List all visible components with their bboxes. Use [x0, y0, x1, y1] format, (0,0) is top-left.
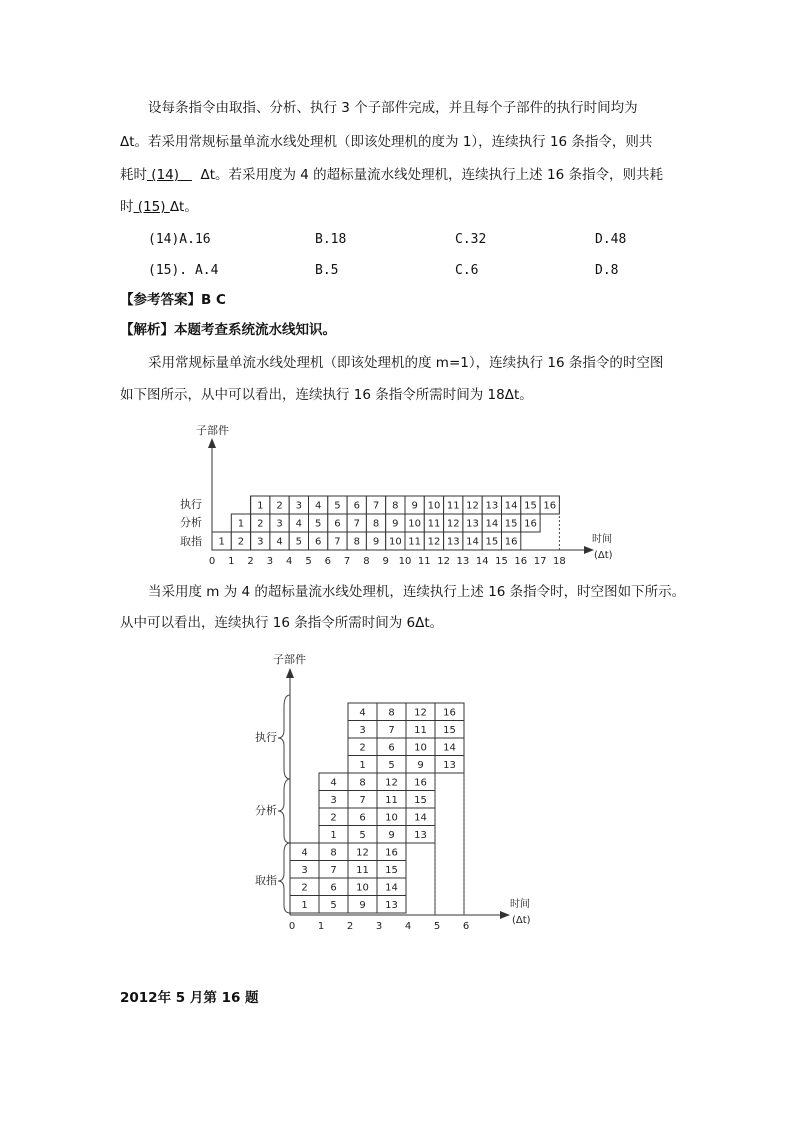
x-tick-label: 2 — [247, 556, 254, 567]
x-tick-label: 10 — [398, 556, 412, 567]
pipeline-cell-label: 6 — [330, 882, 337, 894]
x-tick-label: 0 — [208, 556, 216, 567]
x-tick-label: 5 — [305, 556, 312, 567]
pipeline-cell-label: 1 — [359, 759, 366, 771]
x-tick-label: 16 — [514, 556, 528, 567]
pipeline-cell-label: 16 — [524, 518, 537, 530]
row-label-analyze: 分析 — [180, 516, 202, 529]
pipeline-cell-label: 7 — [372, 500, 380, 512]
pipeline-cell-label: 7 — [388, 724, 395, 736]
x-tick-label: 4 — [286, 556, 293, 567]
x-tick-label: 2 — [346, 921, 354, 932]
pipeline-cell-label: 4 — [330, 777, 337, 789]
question-line-3 — [120, 165, 663, 185]
x-tick-label: 4 — [404, 921, 412, 932]
pipeline-cell-label: 14 — [466, 536, 479, 548]
pipeline-cell-label: 7 — [353, 518, 360, 530]
pipeline-cell-label: 2 — [301, 882, 308, 894]
pipeline-cell-label: 13 — [443, 759, 456, 771]
pipeline-cell-label: 16 — [543, 500, 557, 512]
pipeline-cell-label: 2 — [330, 812, 337, 824]
brace-fetch — [278, 843, 290, 913]
pipeline-cell-label: 5 — [388, 759, 395, 771]
x-tick-label: 1 — [317, 921, 325, 932]
pipeline-cell-label: 11 — [414, 724, 427, 736]
pipeline-cell-label: 5 — [295, 536, 303, 548]
pipeline-cell-label: 4 — [359, 707, 366, 719]
pipeline-cell-label: 9 — [392, 518, 399, 530]
pipeline-cell-label: 4 — [314, 500, 322, 512]
pipeline-cell-label: 15 — [504, 518, 518, 530]
pipeline-cell-label: 12 — [385, 777, 398, 789]
pipeline-cell-label: 13 — [446, 536, 460, 548]
question-line-2: Δt。若采用常规标量单流水线处理机（即该处理机的度为 1），连续执行 16 条指令，则共 — [120, 134, 653, 150]
pipeline-cell-label: 6 — [334, 518, 341, 530]
analysis-intro: 本题考查系统流水线知识。 — [174, 322, 336, 338]
pipeline-cell-label: 4 — [276, 536, 283, 548]
pipeline-cell-label: 6 — [388, 742, 395, 754]
y-axis-title: 子部件 — [273, 653, 306, 666]
pipeline-cell-label: 10 — [385, 812, 398, 824]
pipeline-cell-label: 2 — [237, 536, 245, 548]
answer-line — [120, 290, 226, 310]
pipeline-cell-label: 4 — [301, 847, 308, 859]
pipeline-cell-label: 8 — [392, 500, 399, 512]
pipeline-cell-label: 7 — [334, 536, 341, 548]
pipeline-cell-label: 15 — [524, 500, 537, 512]
pipeline-cell-label: 16 — [504, 536, 518, 548]
pipeline-cell-label: 3 — [276, 518, 283, 530]
x-axis-arrow — [500, 911, 510, 919]
pipeline-cell-label: 15 — [385, 864, 398, 876]
pipeline-cell-label: 9 — [417, 759, 424, 771]
pipeline-cell-label: 16 — [443, 707, 456, 719]
x-tick-label: 0 — [288, 921, 296, 932]
x-axis-title: 时间 — [592, 534, 612, 545]
x-tick-label: 6 — [324, 556, 331, 567]
row-label-execute: 执行 — [180, 498, 202, 511]
pipeline-cell-label: 11 — [385, 794, 398, 806]
pipeline-cell-label: 8 — [359, 777, 366, 789]
pipeline-cell-label: 9 — [388, 829, 395, 841]
pipeline-cell-label: 2 — [276, 500, 283, 512]
pipeline-cell-label: 3 — [257, 536, 264, 548]
footer-source: 2012年 5 月第 16 题 — [120, 990, 259, 1006]
pipeline-cell-label: 11 — [446, 500, 460, 512]
pipeline-cell-label: 2 — [359, 742, 366, 754]
pipeline-cell-label: 12 — [356, 847, 369, 859]
x-axis-unit: (Δt) — [594, 550, 613, 561]
brace-analyze — [278, 779, 290, 843]
x-axis-title: 时间 — [510, 899, 530, 910]
text: Δt。 — [169, 199, 198, 215]
pipeline-diagram-superscalar — [0, 645, 794, 945]
pipeline-cell-label: 8 — [388, 707, 395, 719]
row-label-execute: 执行 — [255, 731, 277, 744]
pipeline-cell-label: 13 — [466, 518, 479, 530]
pipeline-cell-label: 8 — [353, 536, 360, 548]
pipeline-cell-label: 1 — [257, 500, 264, 512]
pipeline-cell-label: 1 — [237, 518, 245, 530]
analysis-p2-line2: 从中可以看出，连续执行 16 条指令所需时间为 6Δt。 — [120, 615, 444, 631]
x-tick-label: 18 — [553, 556, 566, 567]
pipeline-cell-label: 3 — [295, 500, 303, 512]
pipeline-cell-label: 16 — [414, 777, 427, 789]
x-tick-label: 6 — [462, 921, 470, 932]
pipeline-cell-label: 1 — [330, 829, 337, 841]
text: 时 — [120, 199, 134, 215]
pipeline-cell-label: 14 — [443, 742, 456, 754]
x-tick-label: 12 — [437, 556, 450, 567]
x-tick-label: 8 — [363, 556, 370, 567]
pipeline-cell-label: 6 — [359, 812, 366, 824]
pipeline-cell-label: 13 — [385, 899, 398, 911]
pipeline-cell-label: 14 — [414, 812, 427, 824]
blank-15: (15) — [137, 199, 166, 215]
pipeline-cell-label: 7 — [330, 864, 337, 876]
row-label-fetch: 取指 — [255, 874, 277, 887]
pipeline-cell-label: 5 — [334, 500, 341, 512]
pipeline-cell-label: 12 — [427, 536, 441, 548]
y-axis-arrow — [208, 438, 216, 448]
pipeline-cell-label: 14 — [504, 500, 518, 512]
answer-value: B C — [201, 292, 226, 308]
pipeline-cell-label: 11 — [356, 864, 369, 876]
analysis-p1-line2: 如下图所示，从中可以看出，连续执行 16 条指令所需时间为 18Δt。 — [120, 387, 533, 403]
pipeline-cell-label: 9 — [411, 500, 418, 512]
text: 耗时 — [120, 167, 147, 183]
x-tick-label: 1 — [228, 556, 235, 567]
analysis-p1-line1: 采用常规标量单流水线处理机（即该处理机的度 m=1），连续执行 16 条指令的时空图 — [148, 355, 664, 371]
x-tick-label: 5 — [433, 921, 441, 932]
y-axis-arrow — [286, 668, 294, 678]
option-15-b: B.5 — [315, 263, 339, 278]
analysis-heading — [120, 320, 336, 340]
pipeline-cell-label: 10 — [408, 518, 422, 530]
analysis-p2-line1: 当采用度 m 为 4 的超标量流水线处理机，连续执行上述 16 条指令时，时空图如下所示。 — [148, 584, 686, 600]
pipeline-cell-label: 3 — [301, 864, 308, 876]
option-15-d: D.8 — [595, 263, 619, 278]
blank-14: (14) — [151, 167, 180, 183]
x-tick-label: 17 — [533, 556, 547, 567]
pipeline-cell-label: 14 — [385, 882, 398, 894]
pipeline-cell-label: 7 — [359, 794, 366, 806]
x-axis-arrow — [584, 546, 594, 554]
question-line-1: 设每条指令由取指、分析、执行 3 个子部件完成，并且每个子部件的执行时间均为 — [148, 100, 638, 116]
pipeline-cell-label: 9 — [372, 536, 380, 548]
pipeline-cell-label: 14 — [485, 518, 499, 530]
x-axis-unit: (Δt) — [512, 915, 531, 926]
option-14-d: D.48 — [595, 232, 627, 247]
pipeline-cell-label: 3 — [359, 724, 366, 736]
pipeline-cell-label: 11 — [427, 518, 441, 530]
row-label-analyze: 分析 — [255, 804, 277, 817]
pipeline-cell-label: 5 — [330, 899, 337, 911]
pipeline-cell-label: 10 — [414, 742, 427, 754]
question-line-4 — [120, 197, 198, 217]
y-axis-title: 子部件 — [196, 424, 229, 437]
pipeline-cell-label: 9 — [359, 899, 366, 911]
x-tick-label: 9 — [382, 556, 389, 567]
pipeline-cell-label: 13 — [485, 500, 499, 512]
pipeline-cell-label: 12 — [466, 500, 479, 512]
pipeline-cell-label: 5 — [314, 518, 322, 530]
pipeline-cell-label: 4 — [295, 518, 303, 530]
brace-execute — [278, 695, 290, 779]
option-15-c: C.6 — [455, 263, 479, 278]
text: Δt。若采用度为 4 的超标量流水线处理机，连续执行上述 16 条指令，则共耗 — [200, 167, 663, 183]
pipeline-cell-label: 3 — [330, 794, 337, 806]
x-tick-label: 15 — [495, 556, 508, 567]
pipeline-cell-label: 10 — [427, 500, 441, 512]
pipeline-cell-label: 1 — [218, 536, 225, 548]
pipeline-cell-label: 5 — [359, 829, 366, 841]
x-tick-label: 13 — [456, 556, 470, 567]
pipeline-cell-label: 6 — [314, 536, 322, 548]
pipeline-diagram-scalar — [0, 418, 794, 568]
option-14-b: B.18 — [315, 232, 347, 247]
pipeline-cell-label: 15 — [443, 724, 456, 736]
analysis-label: 【解析】 — [120, 322, 174, 338]
pipeline-cell-label: 1 — [301, 899, 308, 911]
pipeline-cell-label: 2 — [257, 518, 264, 530]
x-tick-label: 11 — [417, 556, 431, 567]
x-tick-label: 7 — [343, 556, 351, 567]
pipeline-cell-label: 8 — [372, 518, 380, 530]
pipeline-cell-label: 15 — [414, 794, 427, 806]
pipeline-cell-label: 11 — [408, 536, 422, 548]
option-14-a: (14)A.16 — [148, 232, 211, 247]
pipeline-cell-label: 12 — [414, 707, 427, 719]
pipeline-cell-label: 16 — [385, 847, 398, 859]
pipeline-cell-label: 6 — [353, 500, 360, 512]
x-tick-label: 3 — [266, 556, 274, 567]
pipeline-cell-label: 10 — [356, 882, 369, 894]
answer-label: 【参考答案】 — [120, 292, 201, 308]
pipeline-cell-label: 10 — [388, 536, 402, 548]
x-tick-label: 14 — [475, 556, 489, 567]
option-14-c: C.32 — [455, 232, 487, 247]
pipeline-cell-label: 15 — [485, 536, 499, 548]
option-15-a: (15). A.4 — [148, 263, 219, 278]
pipeline-cell-label: 13 — [414, 829, 427, 841]
x-tick-label: 3 — [375, 921, 383, 932]
pipeline-cell-label: 8 — [330, 847, 337, 859]
pipeline-cell-label: 12 — [446, 518, 460, 530]
row-label-fetch: 取指 — [180, 535, 202, 548]
